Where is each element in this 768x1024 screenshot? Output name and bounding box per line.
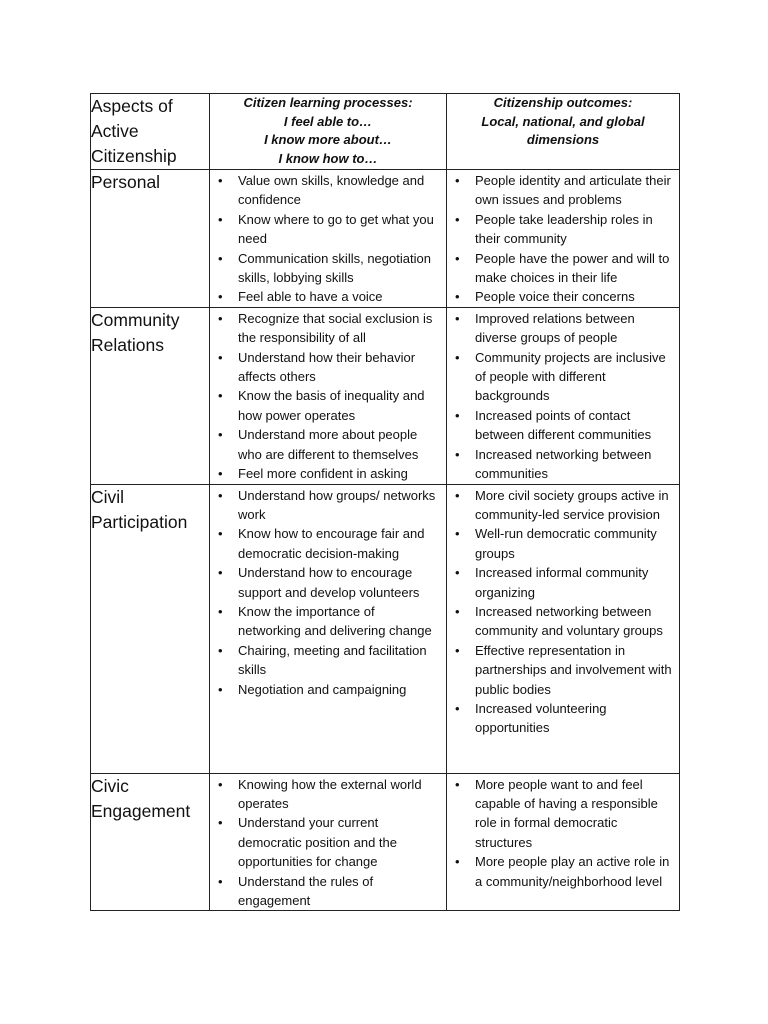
list-item: • Increased networking between communities: [453, 445, 673, 484]
list-item: • Increased points of contact between different communities: [453, 406, 673, 445]
list-item: • Understand the rules of engagement: [216, 872, 440, 911]
processes-header-line: Citizen learning processes:: [243, 95, 413, 110]
list-item: • Value own skills, knowledge and confidence: [216, 171, 440, 210]
processes-header-line: I know more about…: [264, 132, 392, 147]
outcomes-header: [447, 94, 680, 170]
table-header-row: [91, 94, 680, 170]
table-row-civil-participation: [91, 484, 680, 773]
list-item: • More people want to and feel capable of having a responsible role in formal democratic structures: [453, 775, 673, 853]
outcomes-cell: [447, 307, 680, 484]
list-item: • Understand how their behavior affects others: [216, 348, 440, 387]
list-item: • Increased networking between community and voluntary groups: [453, 602, 673, 641]
list-item: • Chairing, meeting and facilitation skills: [216, 641, 440, 680]
citizenship-table: [90, 93, 680, 911]
list-item: • More civil society groups active in community-led service provision: [453, 486, 673, 525]
list-item: • Improved relations between diverse groups of people: [453, 309, 673, 348]
list-item: • Know how to encourage fair and democratic decision-making: [216, 524, 440, 563]
list-item: • People take leadership roles in their community: [453, 210, 673, 249]
aspect-label: Community Relations: [91, 307, 210, 484]
list-item: • People have the power and will to make choices in their life: [453, 249, 673, 288]
table-row-community-relations: [91, 307, 680, 484]
list-item: • People voice their concerns: [453, 287, 673, 306]
list-item: • Understand your current democratic position and the opportunities for change: [216, 813, 440, 871]
outcomes-list: [447, 308, 679, 484]
list-item: • Understand how to encourage support and develop volunteers: [216, 563, 440, 602]
processes-cell: [210, 170, 447, 308]
list-item: • Know the importance of networking and delivering change: [216, 602, 440, 641]
aspect-label: Personal: [91, 170, 210, 308]
outcomes-list: [447, 774, 679, 891]
list-item: • Understand how groups/ networks work: [216, 486, 440, 525]
outcomes-cell: [447, 484, 680, 773]
processes-list: [210, 308, 446, 484]
aspects-header: Aspects of Active Citizenship: [91, 94, 210, 170]
list-item: • Community projects are inclusive of people with different backgrounds: [453, 348, 673, 406]
outcomes-header-line: dimensions: [526, 132, 600, 147]
processes-list: [210, 170, 446, 307]
list-item: • People identity and articulate their own issues and problems: [453, 171, 673, 210]
processes-cell: [210, 484, 447, 773]
processes-list: [210, 485, 446, 699]
list-item: • Effective representation in partnerships and involvement with public bodies: [453, 641, 673, 699]
list-item: • Recognize that social exclusion is the responsibility of all: [216, 309, 440, 348]
processes-header-line: I know how to…: [278, 150, 378, 166]
processes-cell: [210, 773, 447, 911]
processes-header: [210, 94, 447, 170]
processes-cell: [210, 307, 447, 484]
list-item: • Know the basis of inequality and how power operates: [216, 386, 440, 425]
processes-header-line: I feel able to…: [283, 113, 373, 129]
outcomes-list: [447, 170, 679, 307]
list-item: • Increased volunteering opportunities: [453, 699, 673, 738]
outcomes-header-line: Citizenship outcomes:: [493, 95, 633, 110]
list-item: • Knowing how the external world operates: [216, 775, 440, 814]
list-item: • Understand more about people who are different to themselves: [216, 425, 440, 464]
aspect-label: Civil Participation: [91, 484, 210, 773]
list-item: • More people play an active role in a community/neighborhood level: [453, 852, 673, 891]
list-item: • Feel more confident in asking: [216, 464, 440, 483]
table-row-personal: [91, 170, 680, 308]
list-item: • Negotiation and campaigning: [216, 680, 440, 699]
list-item: • Feel able to have a voice: [216, 287, 440, 306]
table-row-civic-engagement: [91, 773, 680, 911]
outcomes-cell: [447, 170, 680, 308]
outcomes-header-line: Local, national, and global: [481, 113, 645, 129]
list-item: • Increased informal community organizing: [453, 563, 673, 602]
list-item: • Well-run democratic community groups: [453, 524, 673, 563]
outcomes-list: [447, 485, 679, 738]
processes-list: [210, 774, 446, 911]
outcomes-cell: [447, 773, 680, 911]
list-item: • Know where to go to get what you need: [216, 210, 440, 249]
list-item: • Communication skills, negotiation skills, lobbying skills: [216, 249, 440, 288]
aspect-label: Civic Engagement: [91, 773, 210, 911]
